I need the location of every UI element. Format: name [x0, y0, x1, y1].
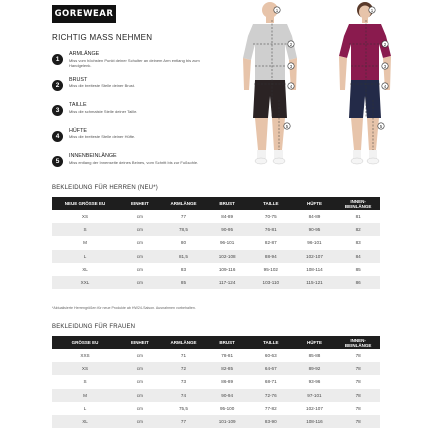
column-header: INNEN-BEINLÄNGE: [336, 197, 380, 210]
inseam-cell: 78: [336, 362, 380, 375]
chest-cell: 78-81: [221, 353, 234, 359]
marker-arm-length: [274, 7, 280, 13]
table-row: [52, 375, 380, 388]
men-section-heading: BEKLEIDUNG FÜR HERREN (NEU*): [52, 185, 158, 191]
waist-cell: 77-82: [264, 405, 277, 411]
chest-cell: 101-109: [205, 415, 249, 428]
inseam-cell: 83: [355, 240, 361, 246]
chest-cell: 96-101: [219, 240, 235, 246]
inseam-cell: 78: [336, 415, 380, 428]
chest-cell: 86-89: [221, 379, 234, 385]
step-title: INNENBEINLÄNGE: [69, 153, 117, 160]
hip-cell: 89-92: [293, 362, 337, 375]
unit-cell: cm: [136, 379, 143, 385]
svg-text:5: 5: [379, 123, 383, 129]
svg-text:2: 2: [383, 41, 387, 47]
men-table-footnote: *Aktualisierte Herrengrößen für neue Produkte ab HW24-Saison. Ausnahmen vorbehalten.: [52, 306, 196, 310]
table-row: [52, 349, 380, 362]
marker-arm-length: [369, 7, 375, 13]
column-header: ARMLÄNGE: [162, 336, 206, 349]
inseam-cell: 78: [355, 353, 361, 359]
marker-hip: [288, 83, 294, 89]
hip-cell: 102-107: [306, 405, 323, 411]
table-row: [52, 276, 380, 289]
svg-text:4: 4: [289, 83, 293, 89]
chest-cell: 95-100: [219, 405, 235, 411]
table-row: [52, 263, 380, 276]
size-cell: XS: [52, 362, 118, 375]
step-number-badge: 2: [52, 80, 63, 91]
step-description: Miss entlang der Innenseite deines Beines, vom Schritt bis zur Fußsohle.: [69, 159, 199, 165]
step-number-badge: 4: [52, 131, 63, 142]
chest-cell: 82-85: [205, 362, 249, 375]
inseam-cell: 81: [355, 214, 361, 220]
hip-cell: 96-101: [307, 240, 322, 246]
table-row: [52, 362, 380, 375]
step-description: Miss die breiteste Stelle deiner Hüfte.: [69, 134, 136, 140]
hip-cell: 93-96: [308, 379, 321, 385]
unit-cell: cm: [118, 362, 162, 375]
arm-length-cell: 77: [162, 415, 206, 428]
waist-cell: 95-102: [263, 266, 278, 272]
marker-chest: [382, 41, 388, 47]
size-cell: XL: [82, 266, 88, 272]
guide-step: [52, 153, 222, 179]
inseam-cell: 84: [336, 250, 380, 263]
waist-cell: 82-87: [264, 240, 277, 246]
inseam-cell: 86: [336, 276, 380, 289]
male-figure: [243, 2, 297, 164]
arm-length-cell: 71: [180, 353, 187, 359]
step-description: Miss die schmalste Stelle deiner Taille.: [69, 108, 138, 114]
arm-length-cell: 78,5: [162, 223, 206, 236]
waist-cell: 70-75: [264, 214, 277, 220]
svg-text:3: 3: [289, 63, 293, 69]
marker-waist: [382, 63, 388, 69]
column-header: TAILLE: [249, 336, 293, 349]
unit-cell: cm: [118, 223, 162, 236]
marker-waist: [288, 63, 294, 69]
table-row: [52, 223, 380, 236]
column-header: ARMLÄNGE: [162, 197, 206, 210]
column-header: INNEN-BEINLÄNGE: [336, 336, 380, 349]
size-cell: XXS: [80, 353, 90, 359]
arm-length-cell: 74: [162, 389, 206, 402]
size-cell: M: [52, 389, 118, 402]
column-header: EINHEIT: [118, 197, 162, 210]
arm-length-cell: 81,5: [162, 250, 206, 263]
svg-text:1: 1: [275, 7, 279, 13]
waist-cell: 76-81: [249, 223, 293, 236]
arm-length-cell: 85: [162, 276, 206, 289]
women-section-heading: BEKLEIDUNG FÜR FRAUEN: [52, 324, 136, 330]
unit-cell: cm: [118, 250, 162, 263]
inseam-cell: 78: [336, 389, 380, 402]
marker-inseam: [378, 123, 384, 129]
unit-cell: cm: [136, 214, 143, 220]
step-number-badge: 5: [52, 156, 63, 167]
step-description: Miss die breiteste Stelle deiner Brust.: [69, 83, 136, 89]
marker-hip: [382, 83, 388, 89]
table-row: [52, 389, 380, 402]
table-header-row: [52, 197, 380, 210]
inseam-cell: 78: [355, 405, 361, 411]
marker-inseam: [284, 123, 290, 129]
svg-text:2: 2: [289, 41, 293, 47]
guide-step: [52, 102, 222, 128]
arm-length-cell: 75,5: [179, 405, 188, 411]
unit-cell: cm: [136, 266, 143, 272]
unit-cell: cm: [118, 415, 162, 428]
chest-cell: 90-94: [205, 389, 249, 402]
unit-cell: cm: [136, 240, 143, 246]
unit-cell: cm: [118, 389, 162, 402]
size-cell: L: [52, 250, 118, 263]
column-header: BRUST: [205, 336, 249, 349]
column-header: GRÖSSE EU: [52, 336, 118, 349]
hip-cell: 102-107: [293, 250, 337, 263]
step-title: TAILLE: [69, 102, 87, 109]
chest-cell: 102-108: [205, 250, 249, 263]
waist-cell: 68-71: [264, 379, 277, 385]
men-size-table: [52, 197, 380, 289]
column-header: HÜFTE: [293, 197, 337, 210]
women-size-table: [52, 336, 380, 428]
step-number-badge: 1: [52, 54, 63, 65]
waist-cell: 60-63: [264, 353, 277, 359]
waist-cell: 103-110: [249, 276, 293, 289]
svg-text:3: 3: [383, 63, 387, 69]
body-measurement-illustration: [225, 0, 443, 172]
svg-text:1: 1: [370, 7, 374, 13]
svg-text:5: 5: [285, 123, 289, 129]
marker-chest: [288, 41, 294, 47]
hip-cell: 90-95: [293, 223, 337, 236]
size-cell: S: [52, 223, 118, 236]
column-header: TAILLE: [249, 197, 293, 210]
brand-logo: GOREWEAR: [52, 5, 116, 23]
column-header: EINHEIT: [118, 336, 162, 349]
table-row: [52, 402, 380, 415]
hip-cell: 108-116: [293, 415, 337, 428]
size-cell: S: [83, 379, 87, 385]
svg-text:4: 4: [383, 83, 387, 89]
inseam-cell: 85: [355, 266, 361, 272]
hip-cell: 85-88: [308, 353, 321, 359]
measurement-guide: [52, 51, 222, 179]
table-row: [52, 210, 380, 223]
chest-cell: 84-89: [221, 214, 234, 220]
arm-length-cell: 73: [180, 379, 187, 385]
unit-cell: cm: [136, 353, 143, 359]
size-cell: XS: [81, 214, 89, 220]
column-header: BRUST: [205, 197, 249, 210]
inseam-cell: 82: [336, 223, 380, 236]
column-header: HÜFTE: [293, 336, 337, 349]
chest-cell: 90-95: [205, 223, 249, 236]
guide-step: [52, 128, 222, 154]
arm-length-cell: 80: [180, 240, 187, 246]
table-row: [52, 236, 380, 249]
hip-cell: 84-89: [308, 214, 321, 220]
waist-cell: 72-76: [249, 389, 293, 402]
size-cell: M: [83, 240, 87, 246]
guide-step: [52, 51, 222, 77]
female-figure: [339, 2, 391, 164]
chest-cell: 109-116: [218, 266, 236, 272]
hip-cell: 115-121: [293, 276, 337, 289]
size-cell: XL: [52, 415, 118, 428]
column-header: NEUE GRÖSSE EU: [52, 197, 118, 210]
size-cell: L: [83, 405, 87, 411]
arm-length-cell: 77: [180, 214, 187, 220]
size-cell: XXL: [52, 276, 118, 289]
step-description: Miss vom höchsten Punkt deiner Schulter an deinem Arm entlang bis zum Handgelenk.: [69, 57, 200, 68]
step-title: ARMLÄNGE: [69, 51, 100, 57]
waist-cell: 88-94: [249, 250, 293, 263]
waist-cell: 64-67: [249, 362, 293, 375]
hip-cell: 97-101: [293, 389, 337, 402]
unit-cell: cm: [118, 276, 162, 289]
chest-cell: 117-124: [205, 276, 249, 289]
table-header-row: [52, 336, 380, 349]
hip-cell: 108-114: [306, 266, 323, 272]
arm-length-cell: 83: [180, 266, 187, 272]
table-row: [52, 415, 380, 428]
table-row: [52, 250, 380, 263]
step-title: HÜFTE: [69, 127, 87, 134]
inseam-cell: 78: [355, 379, 361, 385]
step-number-badge: 3: [52, 105, 63, 116]
arm-length-cell: 72: [162, 362, 206, 375]
page-title: RICHTIG MASS NEHMEN: [52, 33, 153, 42]
step-title: BRUST: [69, 76, 88, 83]
waist-cell: 83-90: [249, 415, 293, 428]
guide-step: [52, 77, 222, 103]
unit-cell: cm: [136, 405, 143, 411]
